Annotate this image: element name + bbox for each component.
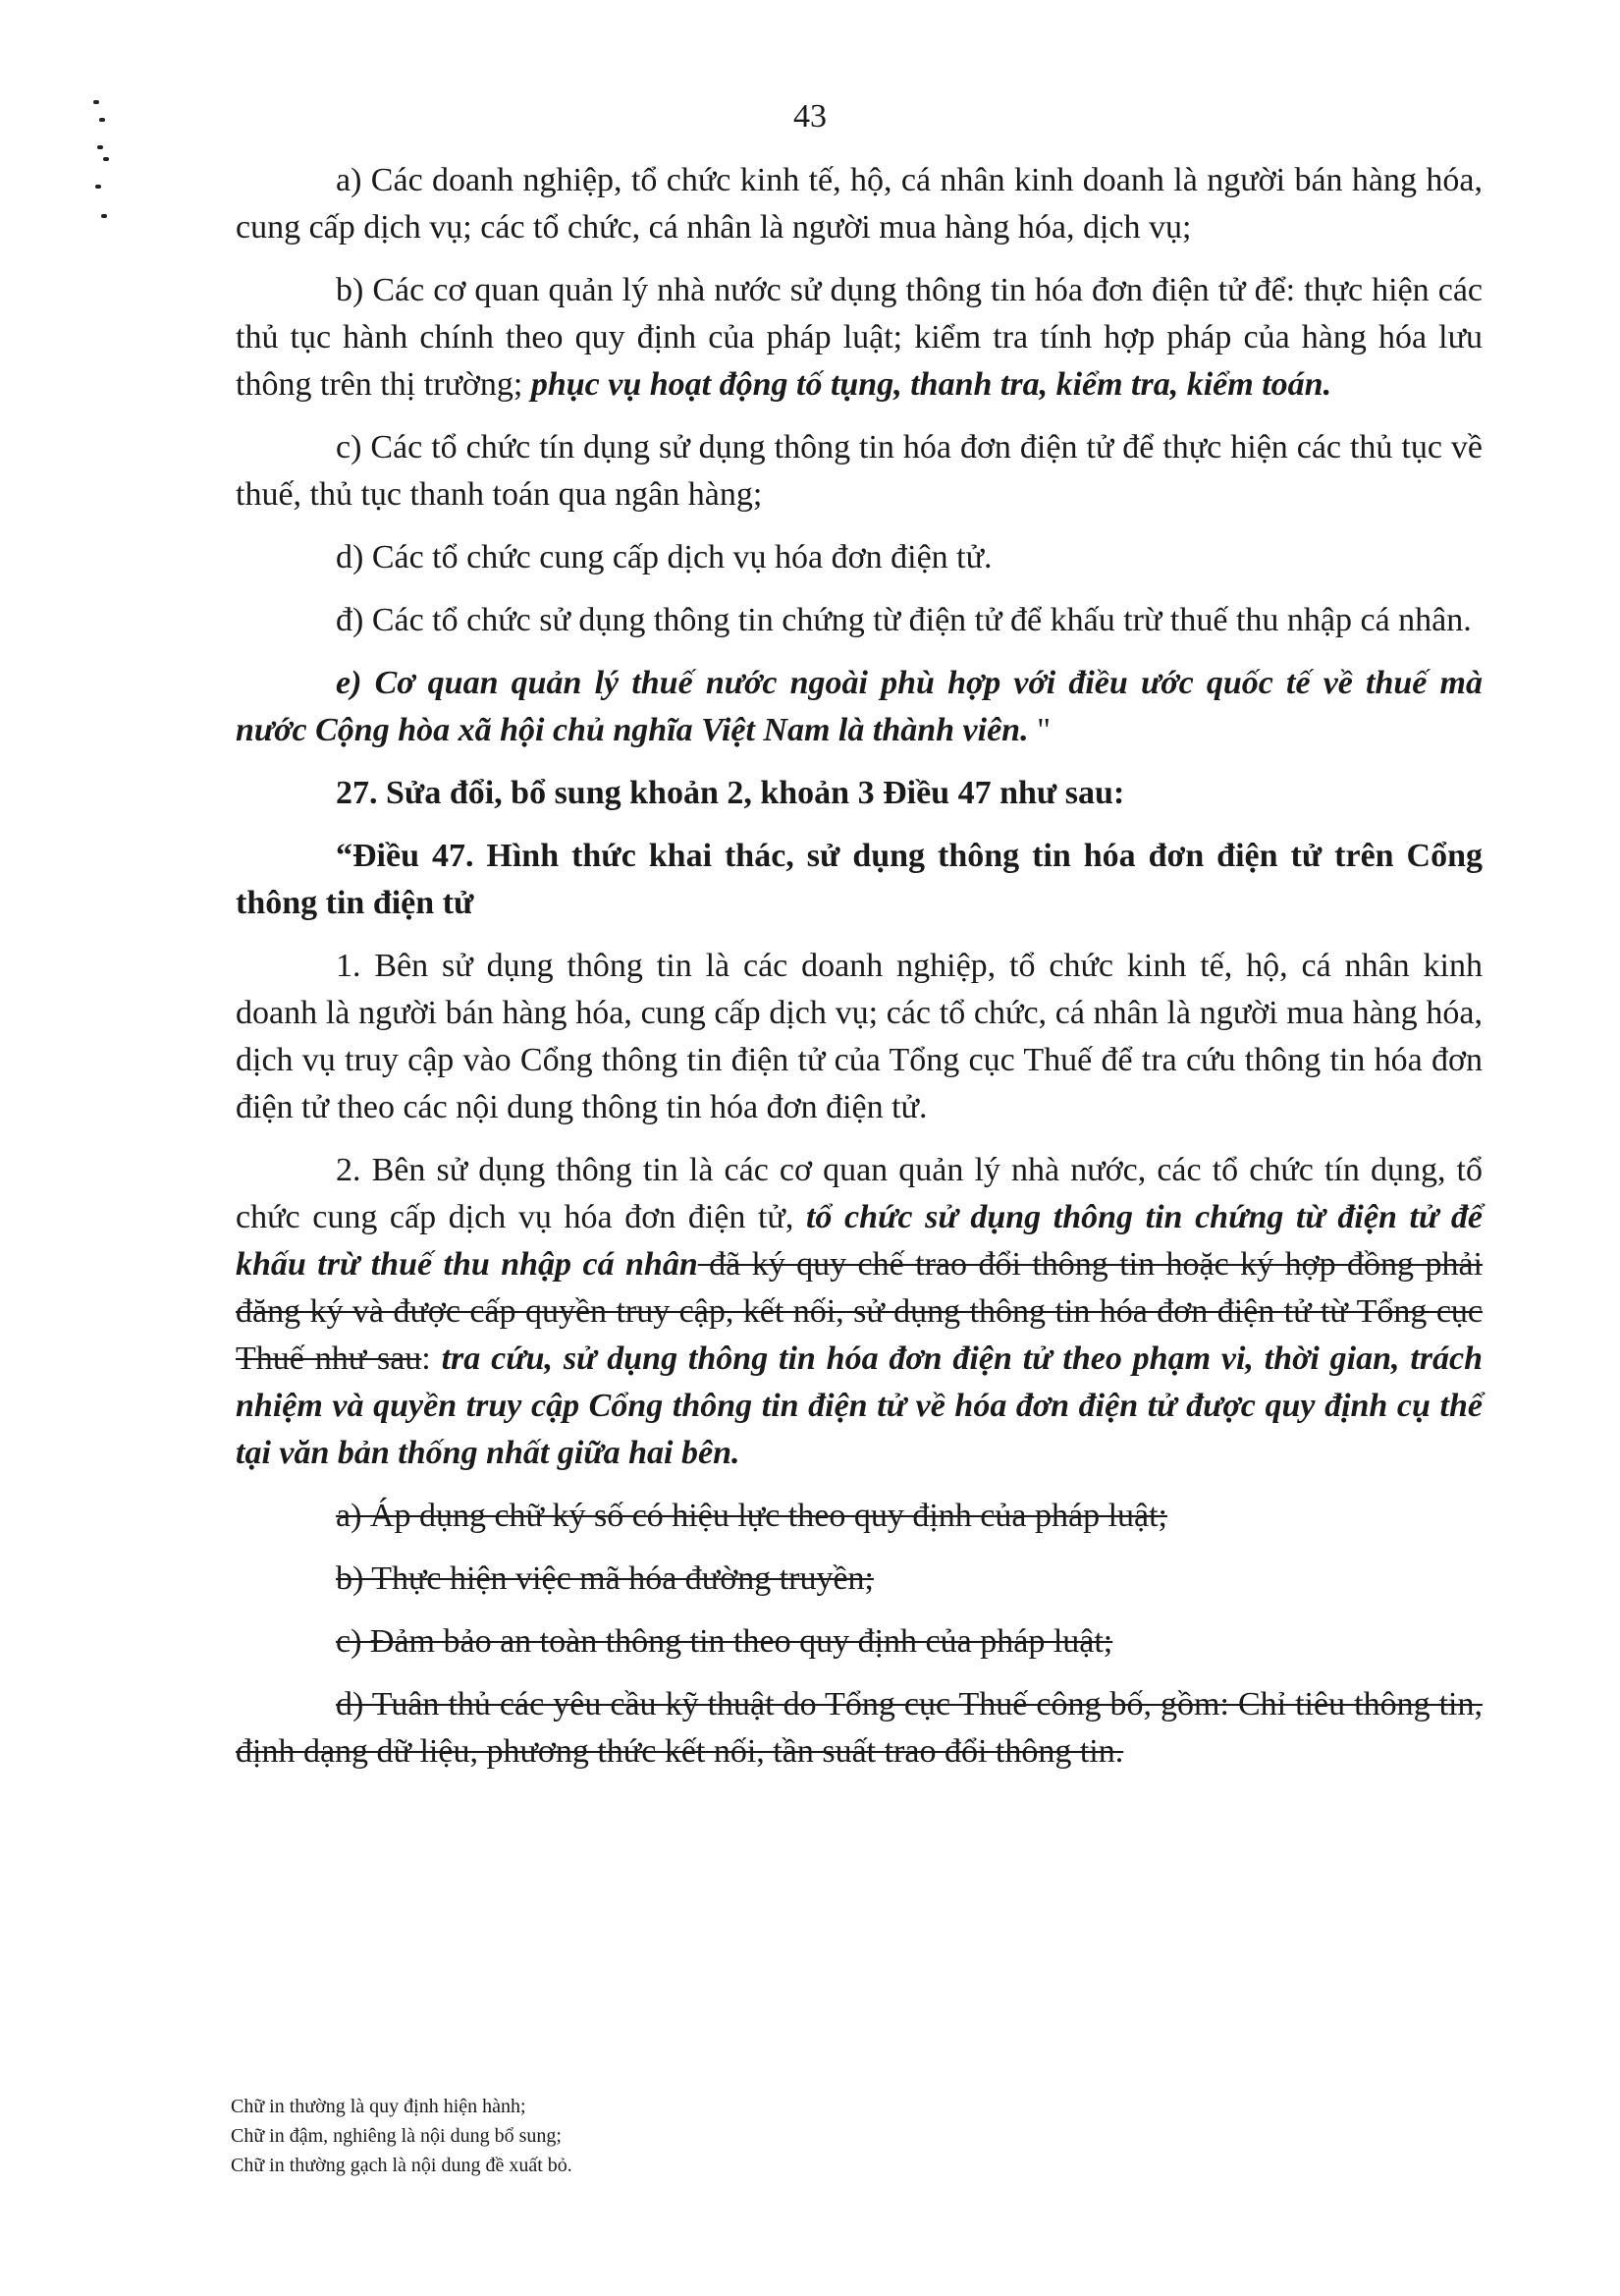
paragraph-b [236,267,1483,409]
clause-2 [236,1147,1483,1477]
struck-point-c: c) Đảm bảo an toàn thông tin theo quy định của pháp luật; [336,1623,1113,1660]
paragraph-d: d) Các tổ chức cung cấp dịch vụ hóa đơn điện tử. [336,539,993,575]
footnote-regular: Chữ in thường là quy định hiện hành; [231,2096,526,2117]
clause-2-colon: : [421,1340,442,1377]
paragraph-b-text: b) Các cơ quan quản lý nhà nước sử dụng thông tin hóa đơn điện tử để: thực hiện các thủ tục hành chính theo quy định của pháp luật; kiểm tra tính hợp pháp của hàng hóa lưu thông trên thị trường; [236,272,1483,403]
paragraph-dd: đ) Các tổ chức sử dụng thông tin chứng từ điện tử để khấu trừ thuế thu nhập cá nhân. [336,602,1472,638]
clause-2-text: 2. Bên sử dụng thông tin là các cơ quan quản lý nhà nước, các tổ chức tín dụng, tổ chức cung cấp dịch vụ hóa đơn điện tử, [236,1152,1483,1235]
paragraph-e [236,660,1483,754]
struck-point-a: a) Áp dụng chữ ký số có hiệu lực theo quy định của pháp luật; [336,1498,1167,1534]
paragraph-e-added-text: e) Cơ quan quản lý thuế nước ngoài phù hợp với điều ước quốc tế về thuế mà nước Cộng hòa xã hội chủ nghĩa Việt Nam là thành viên. [236,665,1483,748]
amendment-item-27: 27. Sửa đổi, bổ sung khoản 2, khoản 3 Điều 47 như sau: [336,775,1125,811]
document-body [236,157,1483,1791]
footnote-bold-italic: Chữ in đậm, nghiêng là nội dung bổ sung; [231,2125,562,2147]
paragraph-b-added-text: phục vụ hoạt động tố tụng, thanh tra, kiểm tra, kiểm toán. [530,366,1332,403]
page-number: 43 [793,98,827,135]
clause-2-added-text-2: tra cứu, sử dụng thông tin hóa đơn điện tử theo phạm vi, thời gian, trách nhiệm và quyền truy cập Cổng thông tin điện tử về hóa đơn điện tử được quy định cụ thể tại văn bản thống nhất giữa hai bên. [236,1340,1484,1471]
struck-point-d: d) Tuân thủ các yêu cầu kỹ thuật do Tổng cục Thuế công bố, gồm: Chỉ tiêu thông tin, định dạng dữ liệu, phương thức kết nối, tần suất trao đổi thông tin. [236,1686,1483,1770]
clause-2-struck-text: đã ký quy chế trao đổi thông tin hoặc ký hợp đồng phải đăng ký và được cấp quyền truy cập, kết nối, sử dụng thông tin hóa đơn điện tử từ Tổng cục Thuế như sau [236,1246,1483,1377]
paragraph-c: c) Các tổ chức tín dụng sử dụng thông tin hóa đơn điện tử để thực hiện các thủ tục về thuế, thủ tục thanh toán qua ngân hàng; [236,429,1483,513]
clause-1: 1. Bên sử dụng thông tin là các doanh nghiệp, tổ chức kinh tế, hộ, cá nhân kinh doanh là người bán hàng hóa, cung cấp dịch vụ; các tổ chức, cá nhân là người mua hàng hóa, dịch vụ truy cập vào Cổng thông tin điện tử của Tổng cục Thuế để tra cứu thông tin hóa đơn điện tử theo các nội dung thông tin hóa đơn điện tử. [236,948,1483,1125]
article-47-heading: “Điều 47. Hình thức khai thác, sử dụng thông tin hóa đơn điện tử trên Cổng thông tin điện tử [236,838,1483,921]
struck-point-b: b) Thực hiện việc mã hóa đường truyền; [336,1560,875,1597]
footnotes [231,2092,572,2180]
footnote-strikethrough: Chữ in thường gạch là nội dung đề xuất bỏ. [231,2155,572,2176]
paragraph-a: a) Các doanh nghiệp, tổ chức kinh tế, hộ, cá nhân kinh doanh là người bán hàng hóa, cung cấp dịch vụ; các tổ chức, cá nhân là người mua hàng hóa, dịch vụ; [236,162,1483,246]
paragraph-e-closing-quote: " [1028,712,1051,748]
clause-2-added-text-1: tổ chức sử dụng thông tin chứng từ điện tử để khấu trừ thuế thu nhập cá nhân [236,1199,1483,1283]
